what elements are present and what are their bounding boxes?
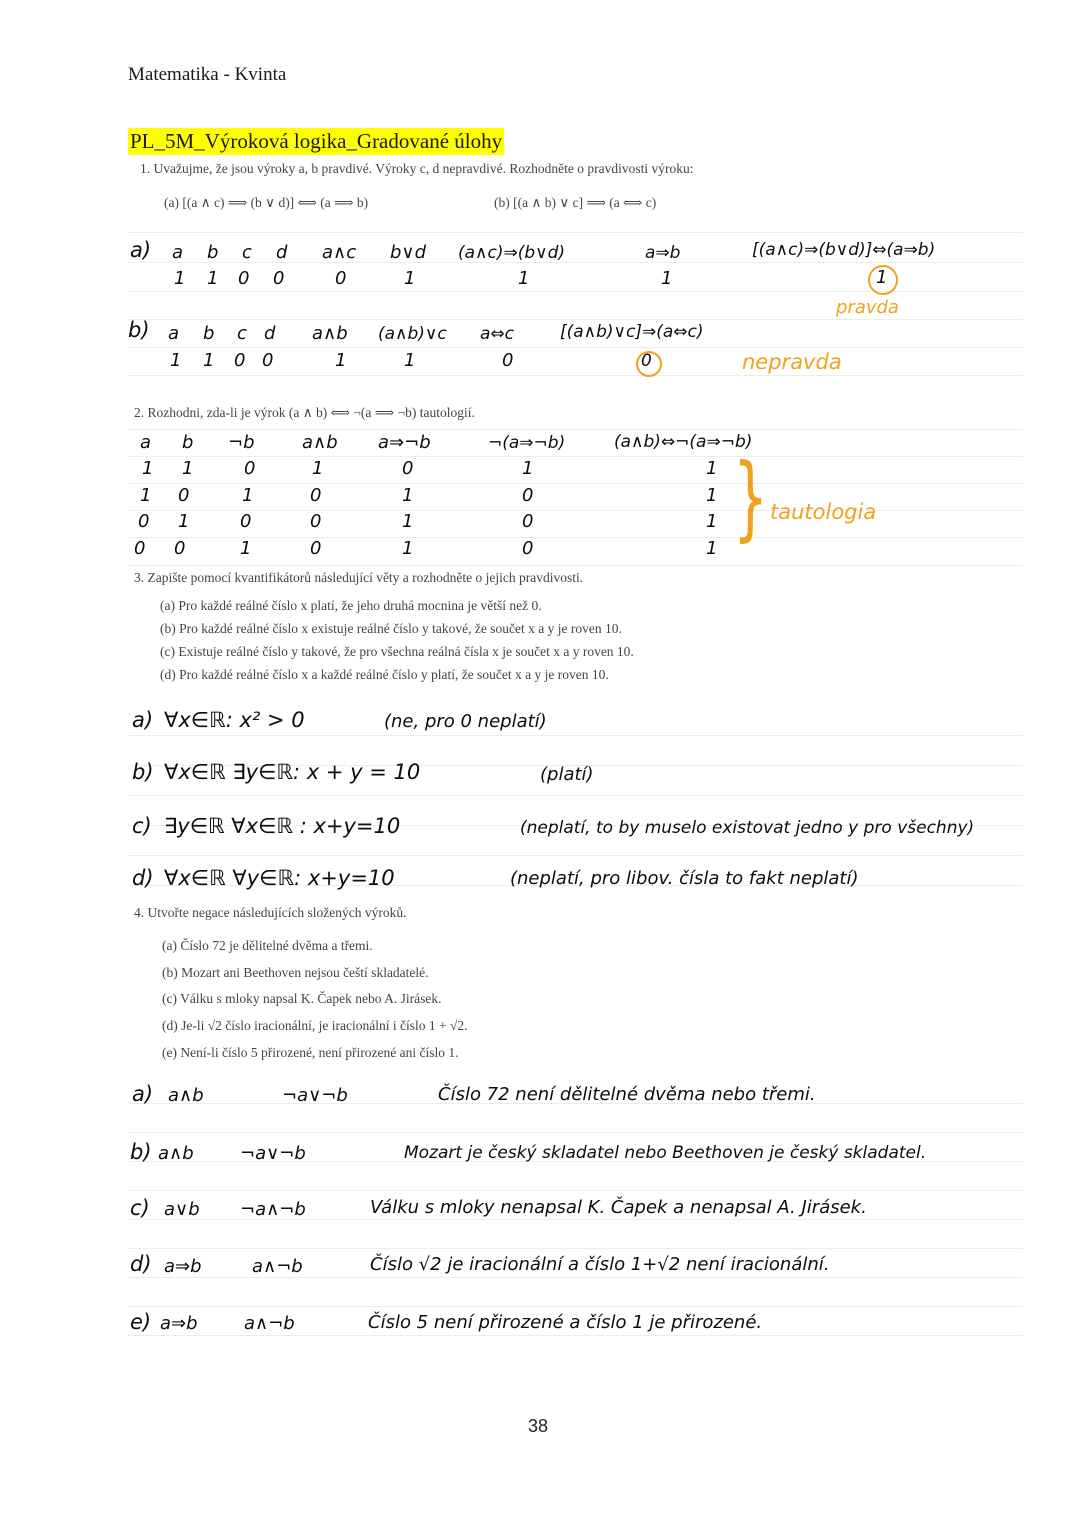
answer1a-value: 0 [273,268,285,289]
answer4-negation: a∧¬b [244,1313,295,1334]
worksheet-title: PL_5M_Výroková logika_Gradované úlohy [130,129,503,153]
truth-table-cell: 1 [140,485,152,506]
ruled-line [128,319,1023,320]
answer3-label: a) [132,708,154,732]
truth-table-cell: 1 [402,485,414,506]
truth-table-cell: 0 [134,538,146,559]
answer3-formula: ∃y∈ℝ ∀x∈ℝ : x+y=10 [164,814,401,838]
answer3-note: (neplatí, to by muselo existovat jedno y pro všechny) [520,818,975,838]
answer3-formula: ∀x∈ℝ ∃y∈ℝ: x + y = 10 [164,760,421,784]
ruled-line [128,735,1023,736]
answer1b-header: (a∧b)∨c [378,324,447,344]
task4-item: (a) Číslo 72 je dělitelné dvěma a třemi. [162,938,373,953]
truth-table-cell: 0 [240,511,252,532]
answer1a-value: 0 [335,268,347,289]
ruled-line [128,1306,1023,1307]
task1-item-a: (a) [(a ∧ c) ⟹ (b ∨ d)] ⟺ (a ⟹ b) [164,195,369,210]
task1-prompt: 1. Uvažujme, že jsou výroky a, b pravdivé. Výroky c, d nepravdivé. Rozhodněte o pravdivosti výroku: [140,161,694,176]
answer1a-header: c [242,242,252,263]
answer1b-header: b [203,323,215,344]
answer1a-header: a [172,242,184,263]
answer4-sentence: Číslo 5 není přirozené a číslo 1 je přirozené. [368,1312,763,1333]
answer4-formula: a∧b [158,1143,194,1164]
task4-item: (b) Mozart ani Beethoven nejsou čeští skladatelé. [162,965,429,980]
task4-item: (d) Je-li √2 číslo iracionální, je iracionální i číslo 1 + √2. [162,1018,468,1033]
task4-item: (e) Není-li číslo 5 přirozené, není přirozené ani číslo 1. [162,1045,459,1060]
task2-prompt: 2. Rozhodni, zda-li je výrok (a ∧ b) ⟺ ¬(a ⟹ ¬b) tautologií. [134,405,475,420]
answer1b-header: a [168,323,180,344]
answer1a-header: d [276,242,288,263]
task4-prompt: 4. Utvořte negace následujících složených výroků. [134,905,407,920]
truth-table-cell: 1 [242,485,254,506]
truth-table-cell: 0 [310,485,322,506]
answer1b-value: 0 [234,350,246,371]
task3-item: (d) Pro každé reálné číslo x a každé reálné číslo y platí, že součet x a y je roven 10. [160,667,609,682]
answer4-sentence: Číslo 72 není dělitelné dvěma nebo třemi. [438,1084,816,1105]
curly-brace-icon: } [733,444,769,551]
answer1b-value: 1 [335,350,347,371]
answer1b-header: c [237,323,247,344]
truth-table-header: a⇒¬b [378,432,431,453]
answer3-label: c) [132,814,152,838]
answer4-label: d) [130,1252,152,1276]
answer1b-value: 1 [203,350,215,371]
answer1b-value: 1 [404,350,416,371]
answer4-negation: ¬a∧¬b [240,1199,306,1220]
answer1b-value: 0 [262,350,274,371]
ruled-line [128,565,1023,566]
truth-table-cell: 0 [138,511,150,532]
answer3-note: (neplatí, pro libov. čísla to fakt neplatí) [510,868,859,889]
truth-table-cell: 1 [402,511,414,532]
truth-table-header: b [182,432,194,453]
answer4-formula: a⇒b [164,1256,202,1277]
truth-table-cell: 1 [312,458,324,479]
answer1b-header: d [264,323,276,344]
answer4-negation: ¬a∨¬b [282,1085,348,1106]
truth-table-cell: 1 [182,458,194,479]
answer1a-header: b∨d [390,242,427,263]
task1-item-b: (b) [(a ∧ b) ∨ c] ⟹ (a ⟺ c) [494,195,657,210]
truth-table-cell: 0 [522,511,534,532]
document-header: Matematika - Kvinta [128,64,287,85]
task4-item: (c) Válku s mloky napsal K. Čapek nebo A. Jirásek. [162,991,442,1006]
answer1a-verdict: pravda [836,297,899,318]
truth-table-cell: 0 [522,538,534,559]
truth-table-cell: 1 [522,458,534,479]
answer1a-header: [(a∧c)⇒(b∨d)]⇔(a⇒b) [752,240,936,260]
answer4-formula: a⇒b [160,1313,198,1334]
answer4-label: a) [132,1082,154,1106]
answer3-note: (ne, pro 0 neplatí) [384,711,547,732]
answer3-formula: ∀x∈ℝ: x² > 0 [164,708,305,732]
truth-table-header: ¬b [228,432,255,453]
page-number: 38 [528,1416,549,1436]
truth-table-cell: 1 [706,458,718,479]
ruled-line [128,375,1023,376]
answer4-negation: ¬a∨¬b [240,1143,306,1164]
answer1b-header: a⇔c [480,324,515,344]
answer1b-label: b) [128,318,150,342]
answer4-label: b) [130,1140,152,1164]
ruled-line [128,1248,1023,1249]
answer1a-header: a∧c [322,242,357,263]
truth-table-header: a∧b [302,432,338,453]
answer1a-value: 1 [518,268,530,289]
answer1a-value: 1 [174,268,186,289]
answer4-label: e) [130,1310,152,1334]
truth-table-header: ¬(a⇒¬b) [488,433,566,453]
answer4-sentence: Číslo √2 je iracionální a číslo 1+√2 není iracionální. [370,1254,830,1275]
ruled-line [128,1277,1023,1278]
answer1a-value: 1 [207,268,219,289]
answer4-negation: a∧¬b [252,1256,303,1277]
truth-table-cell: 0 [244,458,256,479]
answer4-formula: a∨b [164,1199,200,1220]
truth-table-cell: 1 [178,511,190,532]
answer1a-label: a) [130,238,152,262]
answer4-sentence: Válku s mloky nenapsal K. Čapek a nenapsal A. Jirásek. [370,1197,867,1218]
answer1a-value: 0 [238,268,250,289]
answer1a-header: b [207,242,219,263]
truth-table-cell: 0 [310,511,322,532]
answer1b-value: 0 [502,350,514,371]
answer1a-header: a⇒b [645,243,681,263]
answer1a-value: 1 [404,268,416,289]
truth-table-cell: 1 [706,511,718,532]
answer1b-result: 0 [641,351,652,371]
ruled-line [128,232,1023,233]
answer4-label: c) [130,1196,150,1220]
truth-table-header: (a∧b)⇔¬(a⇒¬b) [614,432,753,452]
answer1b-header: a∧b [312,323,348,344]
task2-verdict: tautologia [770,500,877,524]
truth-table-cell: 0 [522,485,534,506]
task3-item: (b) Pro každé reálné číslo x existuje reálné číslo y takové, že součet x a y je roven 10. [160,621,622,636]
answer4-formula: a∧b [168,1085,204,1106]
answer4-sentence: Mozart je český skladatel nebo Beethoven je český skladatel. [404,1143,927,1163]
answer1a-result: 1 [876,267,888,288]
answer3-formula: ∀x∈ℝ ∀y∈ℝ: x+y=10 [164,866,395,890]
truth-table-cell: 1 [706,485,718,506]
truth-table-cell: 0 [310,538,322,559]
task3-prompt: 3. Zapište pomocí kvantifikátorů následující věty a rozhodněte o jejich pravdivosti. [134,570,584,585]
answer1b-header: [(a∧b)∨c]⇒(a⇔c) [560,322,704,342]
answer3-note: (platí) [540,764,594,785]
truth-table-cell: 1 [240,538,252,559]
ruled-line [128,1132,1023,1133]
truth-table-cell: 1 [402,538,414,559]
truth-table-cell: 1 [142,458,154,479]
ruled-line [128,1335,1023,1336]
ruled-line [128,429,1023,430]
answer1b-value: 1 [170,350,182,371]
answer3-label: d) [132,866,154,890]
truth-table-header: a [140,432,152,453]
answer3-label: b) [132,760,154,784]
truth-table-cell: 0 [402,458,414,479]
answer1b-verdict: nepravda [742,350,842,374]
truth-table-cell: 0 [178,485,190,506]
ruled-line [128,537,1023,538]
ruled-line [128,795,1023,796]
truth-table-cell: 0 [174,538,186,559]
task3-item: (c) Existuje reálné číslo y takové, že pro všechna reálná čísla x je součet x a y roven 10. [160,644,634,659]
ruled-line [128,510,1023,511]
answer1a-value: 1 [661,268,673,289]
ruled-line [128,1190,1023,1191]
ruled-line [128,456,1023,457]
truth-table-cell: 1 [706,538,718,559]
answer1a-header: (a∧c)⇒(b∨d) [458,243,566,263]
task3-item: (a) Pro každé reálné číslo x platí, že jeho druhá mocnina je větší než 0. [160,598,542,613]
ruled-line [128,483,1023,484]
ruled-line [128,347,1023,348]
ruled-line [128,262,1023,263]
ruled-line [128,855,1023,856]
